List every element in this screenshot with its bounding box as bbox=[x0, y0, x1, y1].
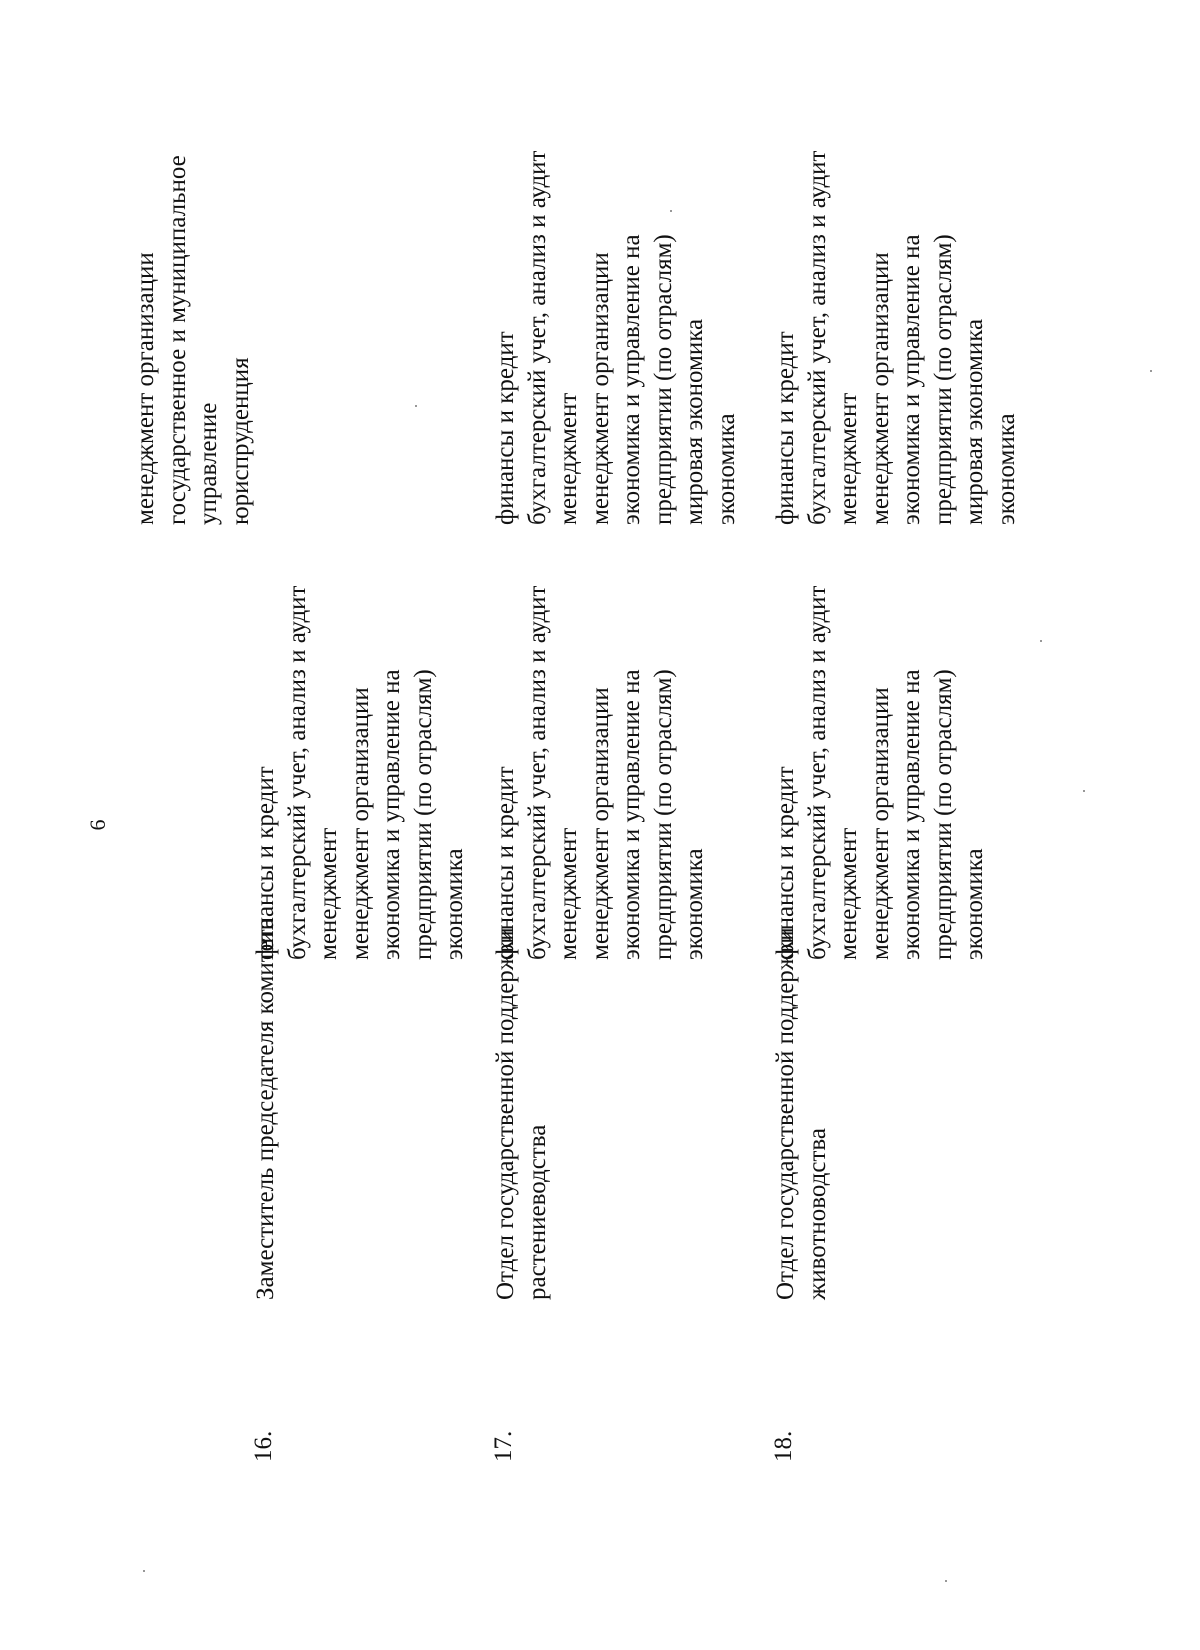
specialties-column-2 bbox=[770, 151, 1022, 525]
scan-speck bbox=[670, 210, 672, 212]
specialty-line: государственное и муниципальное bbox=[163, 155, 191, 525]
department-line: животноводства bbox=[803, 1128, 831, 1300]
department-line: Отдел государственной поддержки bbox=[772, 927, 799, 1300]
specialty-line: менеджмент организации bbox=[346, 687, 374, 960]
specialty-line: предприятии (по отраслям) bbox=[929, 669, 957, 960]
specialty-line: бухгалтерский учет, анализ и аудит bbox=[523, 585, 551, 960]
specialty-line: бухгалтерский учет, анализ и аудит bbox=[283, 585, 311, 960]
specialty-line: менеджмент bbox=[555, 392, 582, 525]
scan-speck bbox=[945, 1580, 947, 1582]
specialty-line: финансы и кредит bbox=[252, 766, 279, 960]
row-number: 17. bbox=[490, 1430, 517, 1462]
specialties-column-1 bbox=[770, 586, 991, 960]
specialties-column-2 bbox=[490, 151, 742, 525]
specialty-line: экономика и управление на bbox=[618, 234, 645, 525]
specialty-line: финансы и кредит bbox=[492, 331, 519, 525]
specialty-line: предприятии (по отраслям) bbox=[929, 234, 957, 525]
specialty-line: экономика bbox=[681, 848, 708, 960]
specialty-line: финансы и кредит bbox=[492, 766, 519, 960]
specialty-line: экономика bbox=[992, 413, 1020, 525]
specialty-line: экономика и управление на bbox=[898, 669, 925, 960]
specialty-line: менеджмент bbox=[835, 827, 862, 960]
specialty-line: менеджмент организации bbox=[586, 252, 614, 525]
department-name bbox=[770, 927, 833, 1300]
specialty-line: экономика и управление на bbox=[618, 669, 645, 960]
page-number: 6 bbox=[85, 819, 110, 831]
specialty-line: менеджмент организации bbox=[866, 252, 894, 525]
specialty-line: предприятии (по отраслям) bbox=[409, 669, 437, 960]
specialty-line: мировая экономика bbox=[961, 318, 988, 525]
specialty-line: управление bbox=[195, 402, 222, 525]
specialty-line: менеджмент bbox=[555, 827, 582, 960]
specialty-line: финансы и кредит bbox=[772, 766, 799, 960]
specialty-line: экономика и управление на bbox=[378, 669, 405, 960]
specialty-line: бухгалтерский учет, анализ и аудит bbox=[803, 585, 831, 960]
specialties-column-1 bbox=[490, 586, 711, 960]
continuation-specialties bbox=[130, 155, 256, 525]
department-name bbox=[490, 927, 553, 1300]
specialty-line: предприятии (по отраслям) bbox=[649, 234, 677, 525]
scan-speck bbox=[415, 405, 417, 407]
department-name bbox=[250, 918, 282, 1300]
specialty-line: юриспруденция bbox=[226, 357, 254, 525]
specialty-line: экономика bbox=[712, 413, 740, 525]
specialty-line: менеджмент организации bbox=[866, 687, 894, 960]
specialty-line: экономика bbox=[441, 848, 468, 960]
scan-speck bbox=[1040, 640, 1042, 642]
row-number: 16. bbox=[250, 1430, 277, 1462]
specialty-line: бухгалтерский учет, анализ и аудит bbox=[803, 150, 831, 525]
specialty-line: менеджмент организации bbox=[132, 252, 159, 525]
scan-speck bbox=[143, 1570, 145, 1572]
specialty-line: менеджмент bbox=[835, 392, 862, 525]
specialty-line: финансы и кредит bbox=[772, 331, 799, 525]
specialty-line: предприятии (по отраслям) bbox=[649, 669, 677, 960]
department-line: Отдел государственной поддержки bbox=[492, 927, 519, 1300]
specialty-line: мировая экономика bbox=[681, 318, 708, 525]
specialty-line: экономика и управление на bbox=[898, 234, 925, 525]
row-number: 18. bbox=[770, 1430, 797, 1462]
department-line: Заместитель председателя комитета bbox=[252, 917, 279, 1300]
specialty-line: менеджмент bbox=[315, 827, 342, 960]
specialty-line: менеджмент организации bbox=[586, 687, 614, 960]
specialty-line: бухгалтерский учет, анализ и аудит bbox=[523, 150, 551, 525]
specialty-line: экономика bbox=[961, 848, 988, 960]
department-line: растениеводства bbox=[523, 1124, 551, 1300]
scan-speck bbox=[1083, 790, 1085, 792]
scan-speck bbox=[1150, 370, 1152, 372]
specialties-column-1 bbox=[250, 586, 471, 960]
